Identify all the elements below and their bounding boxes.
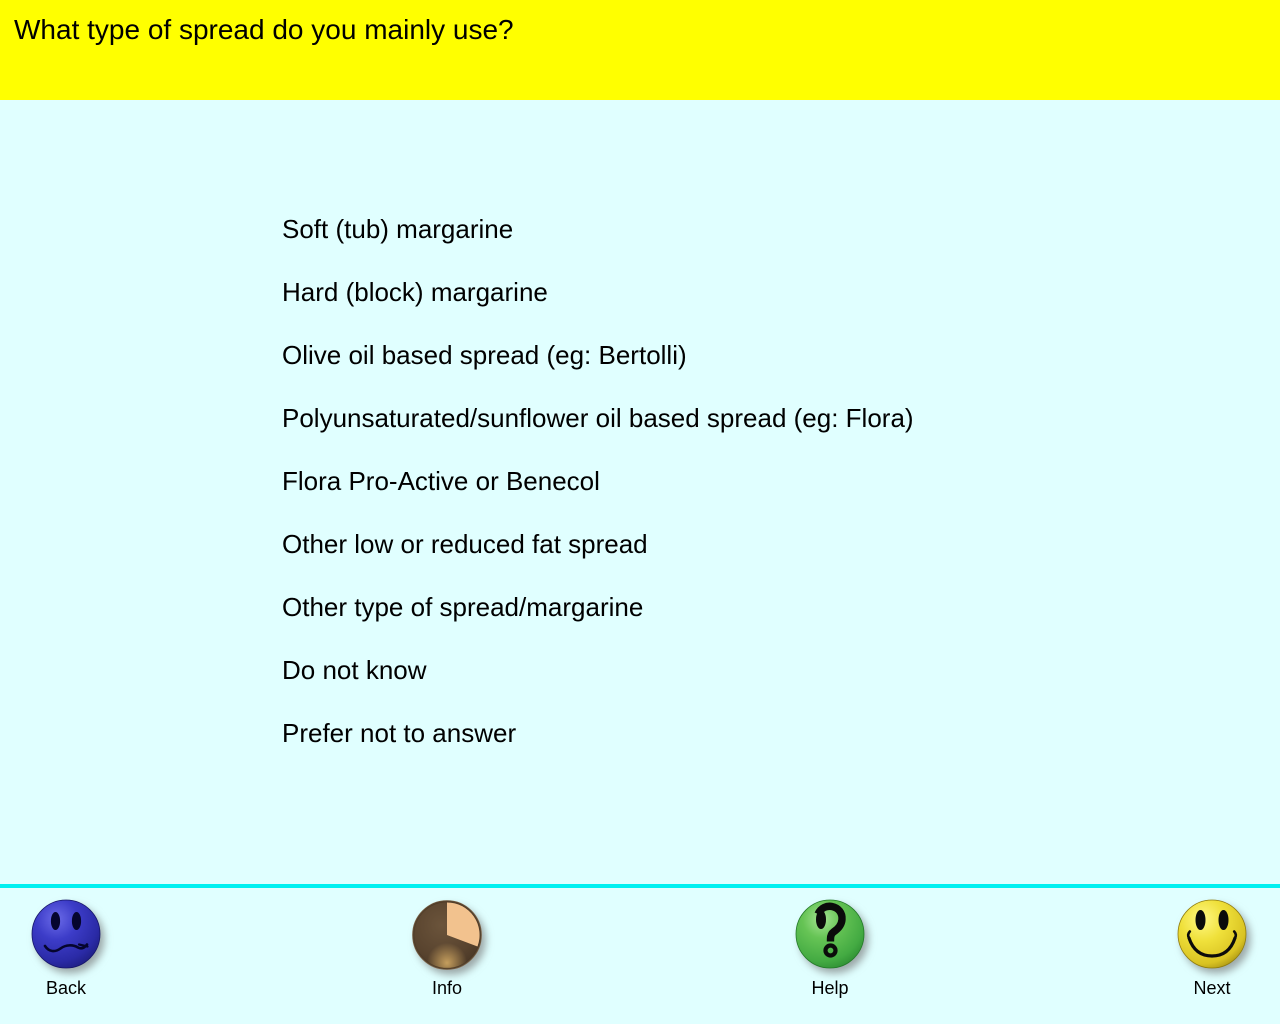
answer-option-soft-tub-margarine[interactable]: Soft (tub) margarine bbox=[282, 214, 514, 244]
answer-option-other-spread-margarine[interactable]: Other type of spread/margarine bbox=[282, 592, 644, 622]
answer-option-polyunsaturated-spread[interactable]: Polyunsaturated/sunflower oil based spread (eg: Flora) bbox=[282, 403, 914, 433]
pie-chart-icon bbox=[410, 898, 484, 972]
back-button[interactable] bbox=[0, 888, 136, 998]
help-button[interactable] bbox=[760, 888, 900, 998]
info-button[interactable] bbox=[377, 888, 517, 998]
answer-option-flora-proactive-benecol[interactable]: Flora Pro-Active or Benecol bbox=[282, 466, 600, 496]
answer-option-olive-oil-spread[interactable]: Olive oil based spread (eg: Bertolli) bbox=[282, 340, 687, 370]
answer-options-list bbox=[282, 198, 1142, 765]
sad-face-icon bbox=[29, 898, 103, 972]
next-button-label: Next bbox=[1193, 978, 1231, 998]
answer-option-hard-block-margarine[interactable]: Hard (block) margarine bbox=[282, 277, 548, 307]
answer-option-other-low-fat-spread[interactable]: Other low or reduced fat spread bbox=[282, 529, 648, 559]
answer-option-prefer-not-to-answer[interactable]: Prefer not to answer bbox=[282, 718, 517, 748]
back-button-label: Back bbox=[45, 978, 87, 998]
question-mark-icon bbox=[793, 898, 867, 972]
navigation-toolbar bbox=[0, 888, 1280, 1024]
question-header bbox=[0, 0, 1280, 100]
question-title: What type of spread do you mainly use? bbox=[14, 14, 514, 45]
smiley-face-icon bbox=[1175, 898, 1249, 972]
next-button[interactable] bbox=[1142, 888, 1280, 998]
help-button-label: Help bbox=[811, 978, 849, 998]
info-button-label: Info bbox=[431, 978, 463, 998]
answer-option-do-not-know[interactable]: Do not know bbox=[282, 655, 427, 685]
